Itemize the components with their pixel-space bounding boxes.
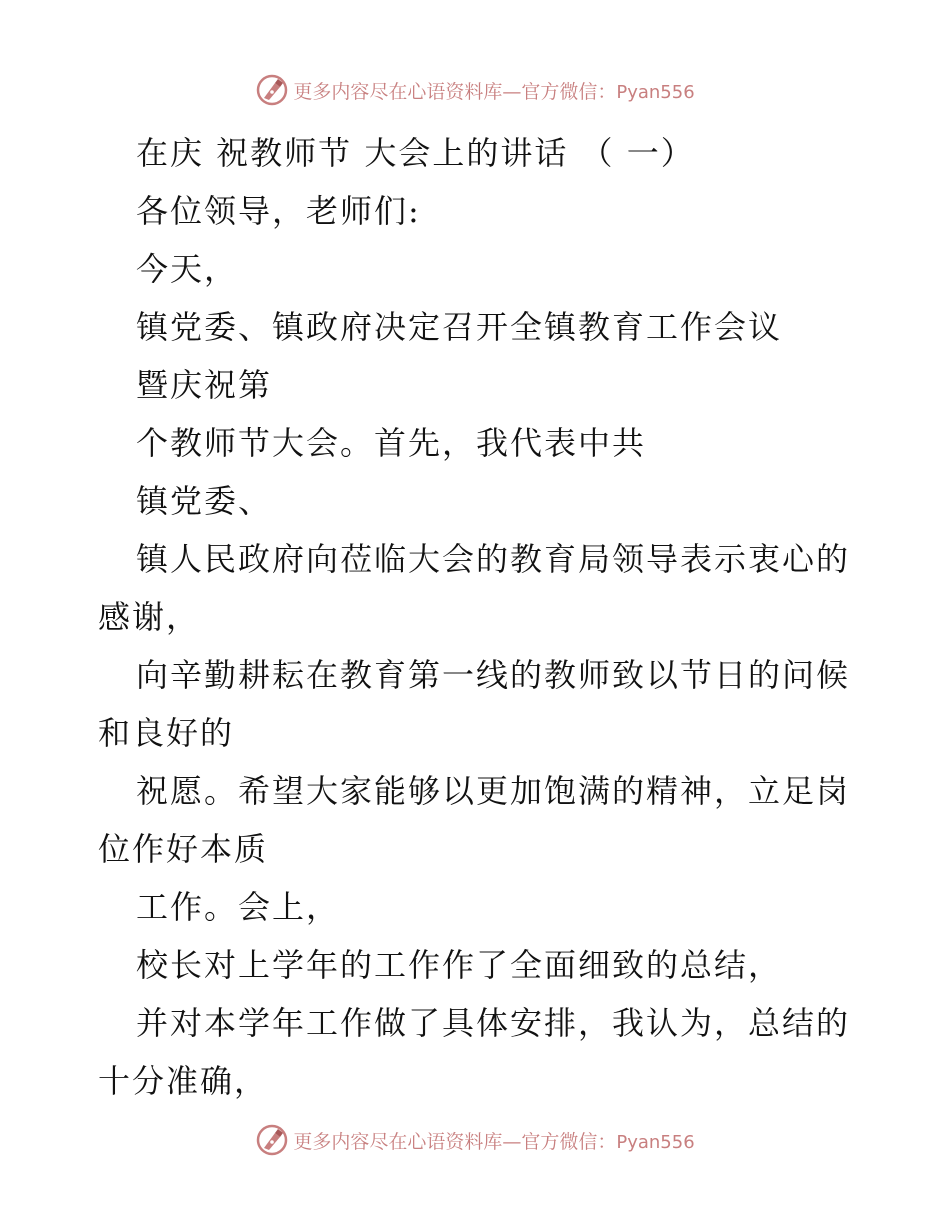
text-line: 和良好的 (98, 714, 235, 752)
watermark-text: 更多内容尽在心语资料库—官方微信：Pyan556 (293, 80, 695, 103)
text-line: 向辛勤耕耘在教育第一线的教师致以节日的问候 (136, 656, 851, 694)
text-line: 祝愿。希望大家能够以更加饱满的精神，立足岗 (136, 772, 851, 810)
text-line: 工作。会上， (136, 888, 341, 926)
text-line: 镇党委、镇政府决定召开全镇教育工作会议 (136, 308, 783, 346)
text-line: 在庆 祝教师节 大会上的讲话 （ 一） (136, 134, 695, 172)
text-line: 各位领导，老师们: (136, 192, 421, 230)
pen-nib-circle-icon (255, 1123, 289, 1157)
pen-nib-circle-icon (255, 73, 289, 107)
header-watermark (0, 72, 950, 108)
text-line: 校长对上学年的工作作了全面细致的总结， (136, 946, 783, 984)
text-line: 个教师节大会。首先，我代表中共 (136, 424, 647, 462)
text-line: 感谢， (98, 598, 201, 636)
text-line: 并对本学年工作做了具体安排，我认为，总结的 (136, 1004, 851, 1042)
text-line: 位作好本质 (98, 830, 269, 868)
text-line: 暨庆祝第 (136, 366, 273, 404)
text-line: 镇人民政府向莅临大会的教育局领导表示衷心的 (136, 540, 851, 578)
watermark-text: 更多内容尽在心语资料库—官方微信：Pyan556 (293, 1130, 695, 1153)
text-line: 十分准确， (98, 1062, 269, 1100)
footer-watermark (0, 1122, 950, 1158)
document-body (98, 124, 858, 1110)
text-line: 镇党委、 (136, 482, 273, 520)
text-line: 今天， (136, 250, 239, 288)
